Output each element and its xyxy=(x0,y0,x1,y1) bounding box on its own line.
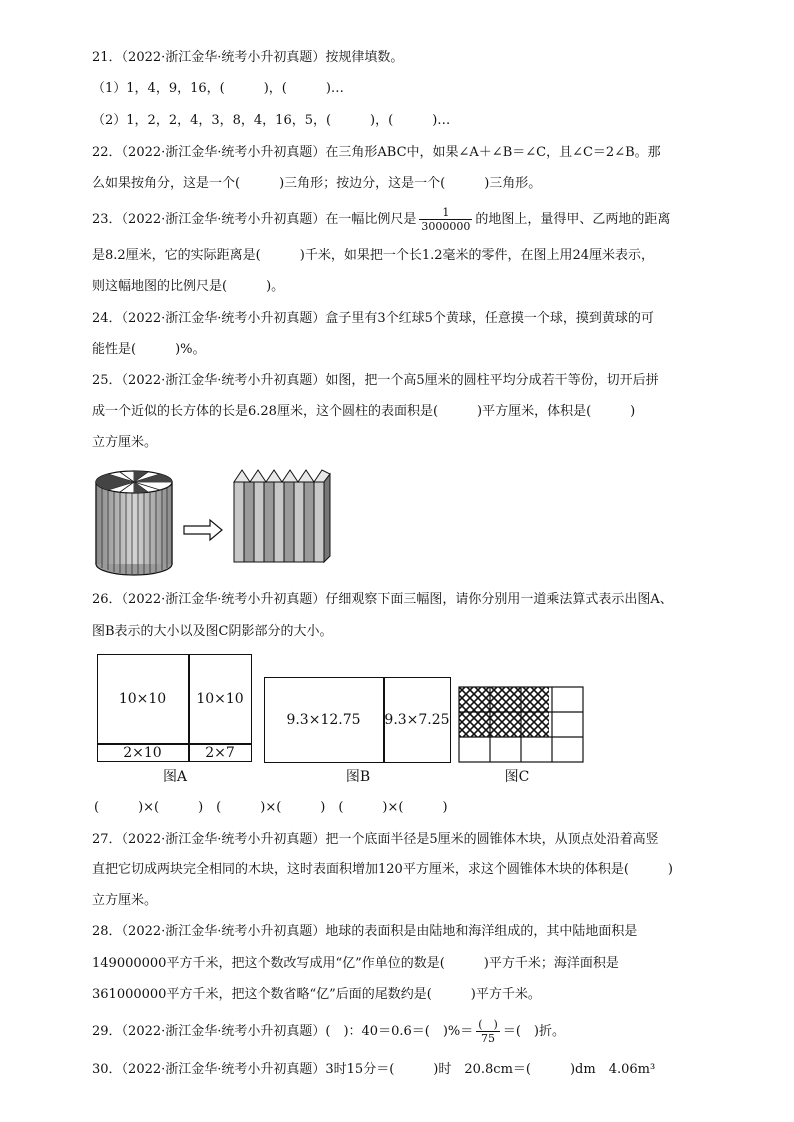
q29-numerator: ( ) xyxy=(478,1018,498,1031)
figure-b-cell-2: 9.3×7.25 xyxy=(384,712,450,728)
q29-prefix: 29．（2022·浙江金华·统考小升初真题）( )：40＝0.6＝( )%＝ xyxy=(92,1024,474,1039)
q29-line xyxy=(92,1018,565,1045)
q28-line2: 149000000平方千米，把这个数改写成用“亿”作单位的数是( )平方千米；海洋面积是 xyxy=(92,956,619,971)
q27-line3: 立方厘米。 xyxy=(92,893,158,908)
scale-denominator: 3000000 xyxy=(421,220,471,233)
q23-prefix: 23．（2022·浙江金华·统考小升初真题）在一幅比例尺是 xyxy=(92,212,417,227)
scale-fraction xyxy=(419,206,472,233)
figure-a-cell-3: 2×10 xyxy=(123,744,162,761)
figure-b-cell-1: 9.3×12.75 xyxy=(286,712,361,728)
q22-line1: 22．（2022·浙江金华·统考小升初真题）在三角形ABC中，如果∠A＋∠B＝∠C，且∠C＝2∠B。那 xyxy=(92,145,661,160)
q27-line1: 27．（2022·浙江金华·统考小升初真题）把一个底面半径是5厘米的圆锥体木块，从顶点处沿着高竖 xyxy=(92,832,659,847)
q28-line1: 28．（2022·浙江金华·统考小升初真题）地球的表面积是由陆地和海洋组成的，其中陆地面积是 xyxy=(92,924,638,939)
q23-line2: 是8.2厘米，它的实际距离是( )千米，如果把一个长1.2毫米的零件，在图上用24厘米表示， xyxy=(92,248,655,263)
q24-line1: 24．（2022·浙江金华·统考小升初真题）盒子里有3个红球5个黄球，任意摸一个球，摸到黄球的可 xyxy=(92,311,654,326)
q27-line2: 直把它切成两块完全相同的木块，这时表面积增加120平方厘米，求这个圆锥体木块的体积是( ) xyxy=(92,862,673,877)
q26-answers: ( )×( ) ( )×( ) ( )×( ) xyxy=(94,800,448,815)
q21-sub2: （2）1，2，2，4，3，8，4，16，5，( )，( )… xyxy=(92,113,451,128)
q26-line1: 26．（2022·浙江金华·统考小升初真题）仔细观察下面三幅图，请你分别用一道乘法算式表示出图A、 xyxy=(92,592,673,607)
q23-suffix: 的地图上，量得甲、乙两地的距离 xyxy=(475,212,671,227)
figure-b-caption: 图B xyxy=(345,769,371,785)
scale-numerator: 1 xyxy=(419,206,472,220)
cylinder-figure xyxy=(92,462,342,577)
figure-a-cell-1: 10×10 xyxy=(118,690,167,707)
q26-line2: 图B表示的大小以及图C阴影部分的大小。 xyxy=(92,624,333,639)
q29-fraction xyxy=(476,1018,500,1045)
q24-line2: 能性是( )%。 xyxy=(92,342,206,357)
q25-line2: 成一个近似的长方体的长是6.28厘米，这个圆柱的表面积是( )平方厘米，体积是( ) xyxy=(92,404,636,419)
figure-a-caption: 图A xyxy=(162,769,188,785)
figure-c-caption: 图C xyxy=(504,769,530,785)
q30-line: 30．（2022·浙江金华·统考小升初真题）3时15分＝( )时 20.8cm＝( )dm 4.06m³ xyxy=(92,1062,656,1077)
q29-suffix: ＝( )折。 xyxy=(502,1024,565,1039)
q23-line1 xyxy=(92,206,670,233)
q23-line3: 则这幅地图的比例尺是( )。 xyxy=(92,279,285,294)
q22-line2: 么如果按角分，这是一个( )三角形；按边分，这是一个( )三角形。 xyxy=(92,176,542,191)
figure-c xyxy=(458,686,586,766)
q28-line3: 361000000平方千米，把这个数省略“亿”后面的尾数约是( )平方千米。 xyxy=(92,987,541,1002)
q25-line1: 25．（2022·浙江金华·统考小升初真题）如图，把一个高5厘米的圆柱平均分成若干等份，切开后拼 xyxy=(92,373,659,388)
figure-a-cell-2: 10×10 xyxy=(196,690,244,707)
q29-denominator: 75 xyxy=(481,1032,496,1045)
q25-line3: 立方厘米。 xyxy=(92,435,158,450)
q21-sub1: （1）1，4，9，16，( )，( )… xyxy=(92,81,344,96)
q21-title: 21．（2022·浙江金华·统考小升初真题）按规律填数。 xyxy=(92,50,404,65)
figure-a-cell-4: 2×7 xyxy=(205,744,235,761)
